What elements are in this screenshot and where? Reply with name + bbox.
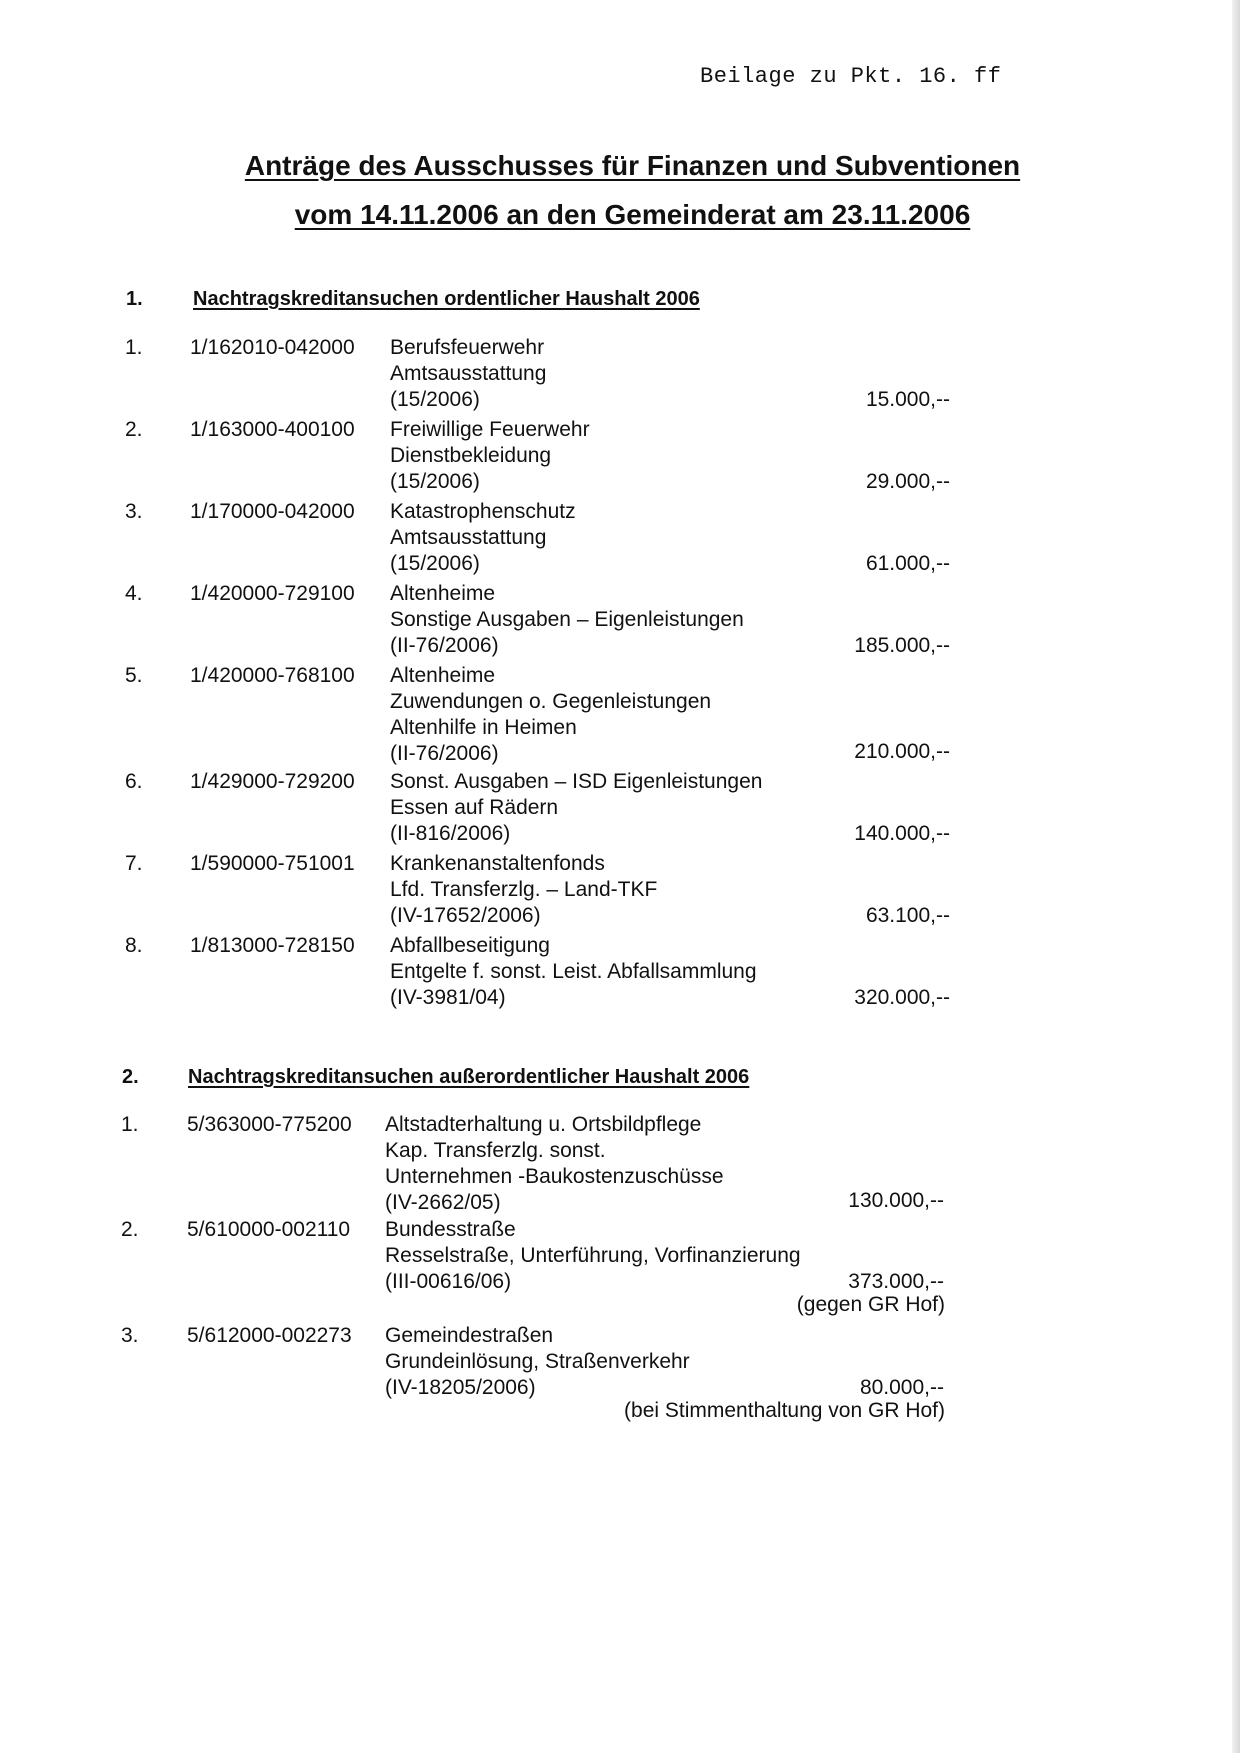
scan-edge: [1232, 0, 1240, 1753]
budget-code: 1/429000-729200: [190, 770, 355, 793]
budget-code: 1/162010-042000: [190, 336, 355, 359]
description-line: (15/2006): [390, 388, 480, 411]
description-line: Grundeinlösung, Straßenverkehr: [385, 1350, 690, 1373]
description-line: (III-00616/06): [385, 1270, 512, 1293]
description-line: Altenhilfe in Heimen: [390, 716, 577, 739]
description-line: (15/2006): [390, 470, 480, 493]
item-description: [385, 1323, 855, 1401]
item-number: 1.: [125, 336, 143, 359]
description-line: (IV-3981/04): [390, 986, 506, 1009]
description-line: Amtsausstattung: [390, 362, 547, 385]
item-number: 2.: [121, 1218, 139, 1241]
description-line: (IV-17652/2006): [390, 904, 541, 927]
description-line: Altenheime: [390, 664, 496, 687]
item-number: 8.: [125, 934, 143, 957]
item-number: 3.: [121, 1324, 139, 1347]
description-line: Resselstraße, Unterführung, Vorfinanzierung: [385, 1244, 801, 1267]
description-line: Krankenanstaltenfonds: [390, 852, 605, 875]
description-line: Entgelte f. sonst. Leist. Abfallsammlung: [390, 960, 757, 983]
description-line: Altenheime: [390, 582, 496, 605]
item-description: [385, 1112, 855, 1216]
item-description: [390, 663, 860, 767]
item-number: 4.: [125, 582, 143, 605]
item-description: [390, 335, 860, 413]
budget-code: 1/163000-400100: [190, 418, 355, 441]
item-amount: 140.000,--: [854, 822, 950, 845]
item-description: [390, 581, 860, 659]
item-description: [390, 417, 860, 495]
description-line: Berufsfeuerwehr: [390, 336, 545, 359]
item-number: 6.: [125, 770, 143, 793]
description-line: Zuwendungen o. Gegenleistungen: [390, 690, 712, 713]
section-2-heading: Nachtragskreditansuchen außerordentlicher Haushalt 2006: [188, 1066, 750, 1088]
item-description: [390, 499, 860, 577]
item-amount: 29.000,--: [865, 470, 950, 493]
description-line: (II-76/2006): [390, 634, 499, 657]
budget-code: 1/420000-729100: [190, 582, 355, 605]
description-line: Dienstbekleidung: [390, 444, 552, 467]
section-1-heading: Nachtragskreditansuchen ordentlicher Haushalt 2006: [193, 288, 700, 310]
item-number: 2.: [125, 418, 143, 441]
description-line: (15/2006): [390, 552, 480, 575]
item-amount: 373.000,--: [848, 1270, 944, 1293]
description-line: (II-76/2006): [390, 742, 499, 765]
item-amount: 130.000,--: [848, 1189, 944, 1212]
budget-code: 5/610000-002110: [187, 1218, 351, 1241]
item-description: [385, 1217, 855, 1295]
vote-note: (gegen GR Hof): [796, 1293, 945, 1316]
description-line: Essen auf Rädern: [390, 796, 559, 819]
item-number: 5.: [125, 664, 143, 687]
document-title-line-1: Anträge des Ausschusses für Finanzen und Subventionen: [244, 150, 1021, 181]
description-line: (IV-18205/2006): [385, 1376, 536, 1399]
description-line: Sonst. Ausgaben – ISD Eigenleistungen: [390, 770, 763, 793]
budget-code: 1/813000-728150: [190, 934, 355, 957]
item-number: 7.: [125, 852, 143, 875]
item-amount: 320.000,--: [854, 986, 950, 1009]
item-description: [390, 851, 860, 929]
item-number: 1.: [121, 1113, 139, 1136]
description-line: (II-816/2006): [390, 822, 511, 845]
budget-code: 5/363000-775200: [187, 1113, 352, 1136]
item-number: 3.: [125, 500, 143, 523]
item-amount: 210.000,--: [854, 740, 950, 763]
item-description: [390, 933, 860, 1011]
description-line: Altstadterhaltung u. Ortsbildpflege: [385, 1113, 702, 1136]
description-line: Gemeindestraßen: [385, 1324, 554, 1347]
document-title-line-2: vom 14.11.2006 an den Gemeinderat am 23.11.2006: [294, 199, 971, 230]
budget-code: 1/420000-768100: [190, 664, 355, 687]
item-amount: 63.100,--: [865, 904, 950, 927]
description-line: Lfd. Transferzlg. – Land-TKF: [390, 878, 658, 901]
item-description: [390, 769, 860, 847]
section-2-number: 2.: [122, 1066, 139, 1088]
description-line: Kap. Transferzlg. sonst.: [385, 1139, 606, 1162]
item-amount: 80.000,--: [859, 1376, 944, 1399]
item-amount: 15.000,--: [865, 388, 950, 411]
description-line: Freiwillige Feuerwehr: [390, 418, 590, 441]
description-line: (IV-2662/05): [385, 1191, 501, 1214]
item-amount: 185.000,--: [854, 634, 950, 657]
description-line: Unternehmen -Baukostenzuschüsse: [385, 1165, 724, 1188]
description-line: Katastrophenschutz: [390, 500, 576, 523]
section-1-number: 1.: [126, 288, 143, 310]
budget-code: 1/170000-042000: [190, 500, 355, 523]
description-line: Bundesstraße: [385, 1218, 516, 1241]
item-amount: 61.000,--: [865, 552, 950, 575]
vote-note: (bei Stimmenthaltung von GR Hof): [624, 1399, 945, 1422]
budget-code: 5/612000-002273: [187, 1324, 352, 1347]
description-line: Sonstige Ausgaben – Eigenleistungen: [390, 608, 744, 631]
budget-code: 1/590000-751001: [190, 852, 355, 875]
description-line: Amtsausstattung: [390, 526, 547, 549]
description-line: Abfallbeseitigung: [390, 934, 550, 957]
attachment-reference: Beilage zu Pkt. 16. ff: [700, 64, 1002, 89]
